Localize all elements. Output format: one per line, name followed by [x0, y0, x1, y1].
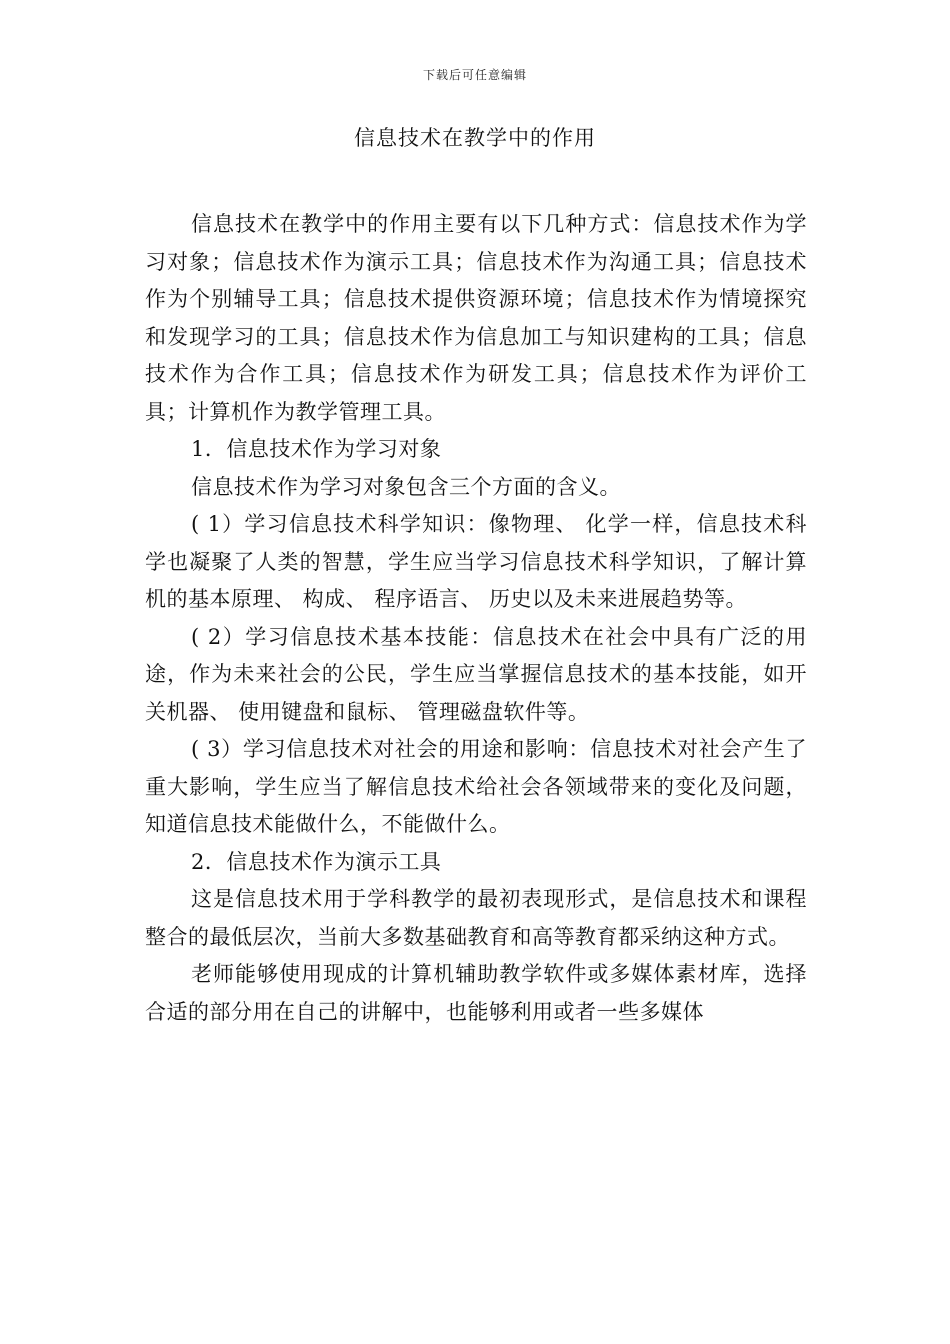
document-body	[145, 206, 807, 1031]
paragraph-2-detail: 老师能够使用现成的计算机辅助教学软件或多媒体素材库，选择合适的部分用在自己的讲解中，也能够利用或者一些多媒体	[145, 962, 807, 1024]
paragraph-2-intro: 这是信息技术用于学科教学的最初表现形式，是信息技术和课程整合的最低层次，当前大多数基础教育和高等教育都采纳这种方式。	[145, 887, 807, 949]
paragraph-1-item-2: ( 2）学习信息技术基本技能：信息技术在社会中具有广泛的用途，作为未来社会的公民，学生应当掌握信息技术的基本技能，如开关机器、 使用键盘和鼠标、 管理磁盘软件等。	[145, 624, 807, 724]
paragraph-intro: 信息技术在教学中的作用主要有以下几种方式：信息技术作为学习对象；信息技术作为演示工具；信息技术作为沟通工具；信息技术作为个别辅导工具；信息技术提供资源环境；信息技术作为情境探究和发现学习的工具；信息技术作为信息加工与知识建构的工具；信息技术作为合作工具；信息技术作为研发工具；信息技术作为评价工具；计算机作为教学管理工具。	[145, 212, 807, 424]
section-heading-1: 1．信息技术作为学习对象	[191, 437, 442, 461]
paragraph-1-item-1: ( 1）学习信息技术科学知识：像物理、 化学一样，信息技术科学也凝聚了人类的智慧，学生应当学习信息技术科学知识，了解计算机的基本原理、 构成、 程序语言、 历史以及未来进展趋势等。	[145, 512, 807, 611]
page-title: 信息技术在教学中的作用	[354, 126, 596, 150]
paragraph-1-item-3: ( 3）学习信息技术对社会的用途和影响：信息技术对社会产生了重大影响，学生应当了解信息技术给社会各领域带来的变化及问题，知道信息技术能做什么，不能做什么。	[145, 737, 807, 836]
section-heading-2: 2．信息技术作为演示工具	[191, 849, 442, 874]
paragraph-1-intro: 信息技术作为学习对象包含三个方面的含义。	[191, 474, 621, 499]
header-note: 下载后可任意编辑	[422, 68, 527, 82]
